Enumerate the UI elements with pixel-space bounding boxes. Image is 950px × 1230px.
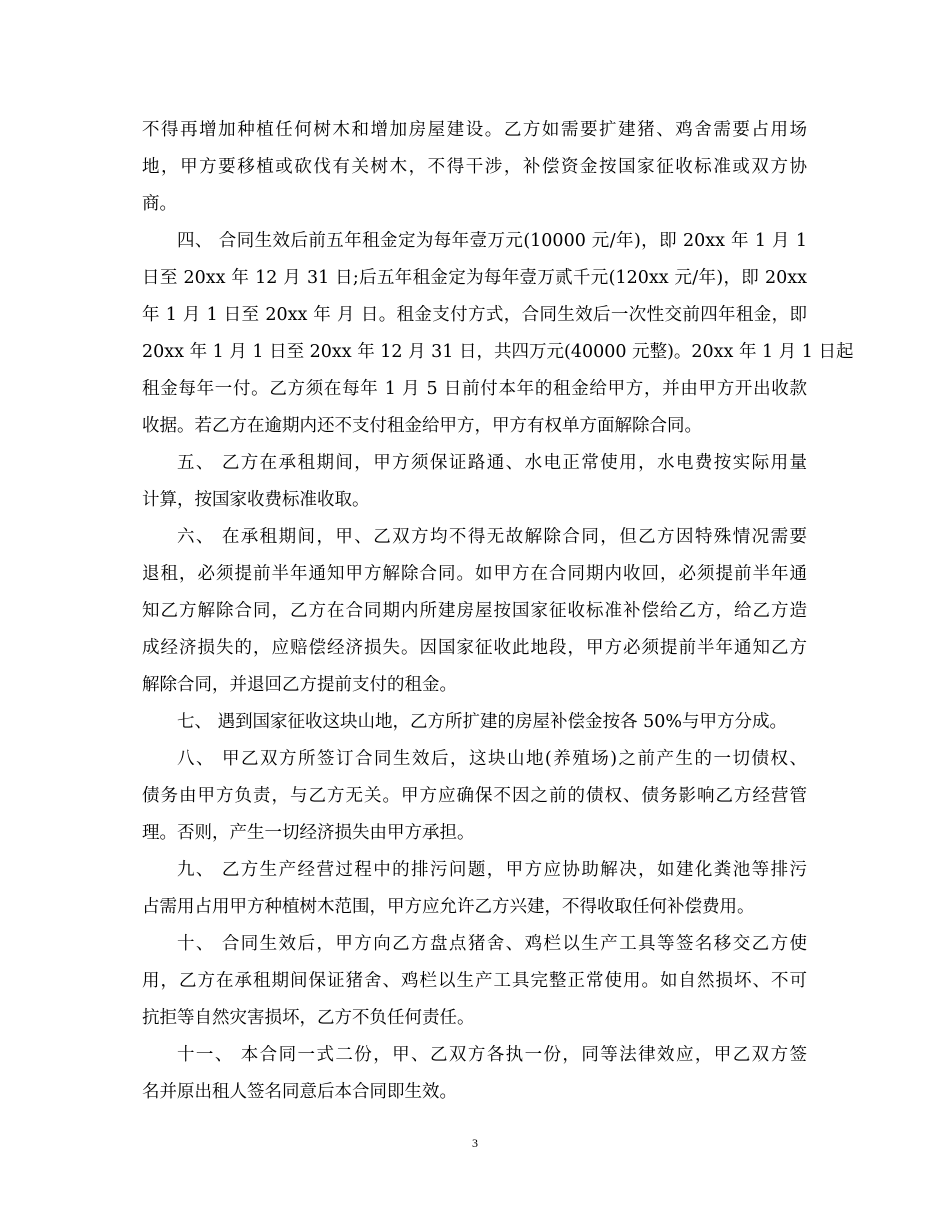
contract-paragraph: [142, 1037, 807, 1111]
contract-body: [142, 112, 854, 1111]
paragraph-line: 七、 遇到国家征收这块山地，乙方所扩建的房屋补偿金按各 50%与甲方分成。: [177, 712, 788, 732]
paragraph-line: 知乙方解除合同，乙方在合同期内所建房屋按国家征收标准补偿给乙方，给乙方造: [142, 601, 807, 621]
paragraph-line: 占需用占用甲方种植树木范围，甲方应允许乙方兴建，不得收取任何补偿费用。: [142, 897, 755, 917]
contract-paragraph: [142, 704, 807, 741]
page-number: 3: [472, 1136, 478, 1150]
paragraph-line: 商。: [142, 194, 177, 214]
paragraph-line: 计算，按国家收费标准收取。: [142, 490, 370, 510]
paragraph-line: 名并原出租人签名同意后本合同即生效。: [142, 1082, 457, 1102]
paragraph-line: 不得再增加种植任何树木和增加房屋建设。乙方如需要扩建猪、鸡舍需要占用场: [142, 120, 807, 140]
contract-paragraph: [142, 852, 807, 926]
paragraph-line: 收据。若乙方在逾期内还不支付租金给甲方，甲方有权单方面解除合同。: [142, 416, 702, 436]
paragraph-line: 成经济损失的，应赔偿经济损失。因国家征收此地段，甲方必须提前半年通知乙方: [142, 638, 807, 658]
contract-paragraph: [142, 926, 807, 1037]
paragraph-line: 年 1 月 1 日至 20xx 年 月 日。租金支付方式，合同生效后一次性交前四年租金，即: [142, 305, 807, 325]
paragraph-line: 解除合同，并退回乙方提前支付的租金。: [142, 675, 457, 695]
paragraph-line: 20xx 年 1 月 1 日至 20xx 年 12 月 31 日，共四万元(40000 元整)。20xx 年 1 月 1 日起: [142, 342, 854, 362]
paragraph-line: 用，乙方在承租期间保证猪舍、鸡栏以生产工具完整正常使用。如自然损坏、不可: [142, 971, 807, 991]
paragraph-line: 日至 20xx 年 12 月 31 日;后五年租金定为每年壹万贰千元(120xx 元/年)，即 20xx: [142, 268, 807, 288]
paragraph-line: 十一、 本合同一式二份，甲、乙双方各执一份，同等法律效应，甲乙双方签: [177, 1045, 807, 1065]
contract-paragraph: [142, 223, 854, 445]
paragraph-line: 六、 在承租期间，甲、乙双方均不得无故解除合同，但乙方因特殊情况需要: [177, 527, 807, 547]
contract-paragraph: [142, 741, 807, 852]
paragraph-line: 四、 合同生效后前五年租金定为每年壹万元(10000 元/年)，即 20xx 年 1 月 1: [177, 231, 807, 251]
paragraph-line: 八、 甲乙双方所签订合同生效后，这块山地(养殖场)之前产生的一切债权、: [177, 749, 807, 769]
paragraph-line: 五、 乙方在承租期间，甲方须保证路通、水电正常使用，水电费按实际用量: [177, 453, 807, 473]
paragraph-line: 地，甲方要移植或砍伐有关树木，不得干涉，补偿资金按国家征收标准或双方协: [142, 157, 807, 177]
paragraph-line: 九、 乙方生产经营过程中的排污问题，甲方应协助解决，如建化粪池等排污: [177, 860, 807, 880]
paragraph-line: 租金每年一付。乙方须在每年 1 月 5 日前付本年的租金给甲方，并由甲方开出收款: [142, 379, 807, 399]
paragraph-line: 理。否则，产生一切经济损失由甲方承担。: [142, 823, 475, 843]
paragraph-line: 退租，必须提前半年通知甲方解除合同。如甲方在合同期内收回，必须提前半年通: [142, 564, 807, 584]
contract-paragraph: [142, 519, 807, 704]
contract-paragraph: [142, 112, 807, 223]
paragraph-line: 抗拒等自然灾害损坏，乙方不负任何责任。: [142, 1008, 475, 1028]
paragraph-line: 债务由甲方负责，与乙方无关。甲方应确保不因之前的债权、债务影响乙方经营管: [142, 786, 807, 806]
contract-paragraph: [142, 445, 807, 519]
paragraph-line: 十、 合同生效后，甲方向乙方盘点猪舍、鸡栏以生产工具等签名移交乙方使: [177, 934, 807, 954]
